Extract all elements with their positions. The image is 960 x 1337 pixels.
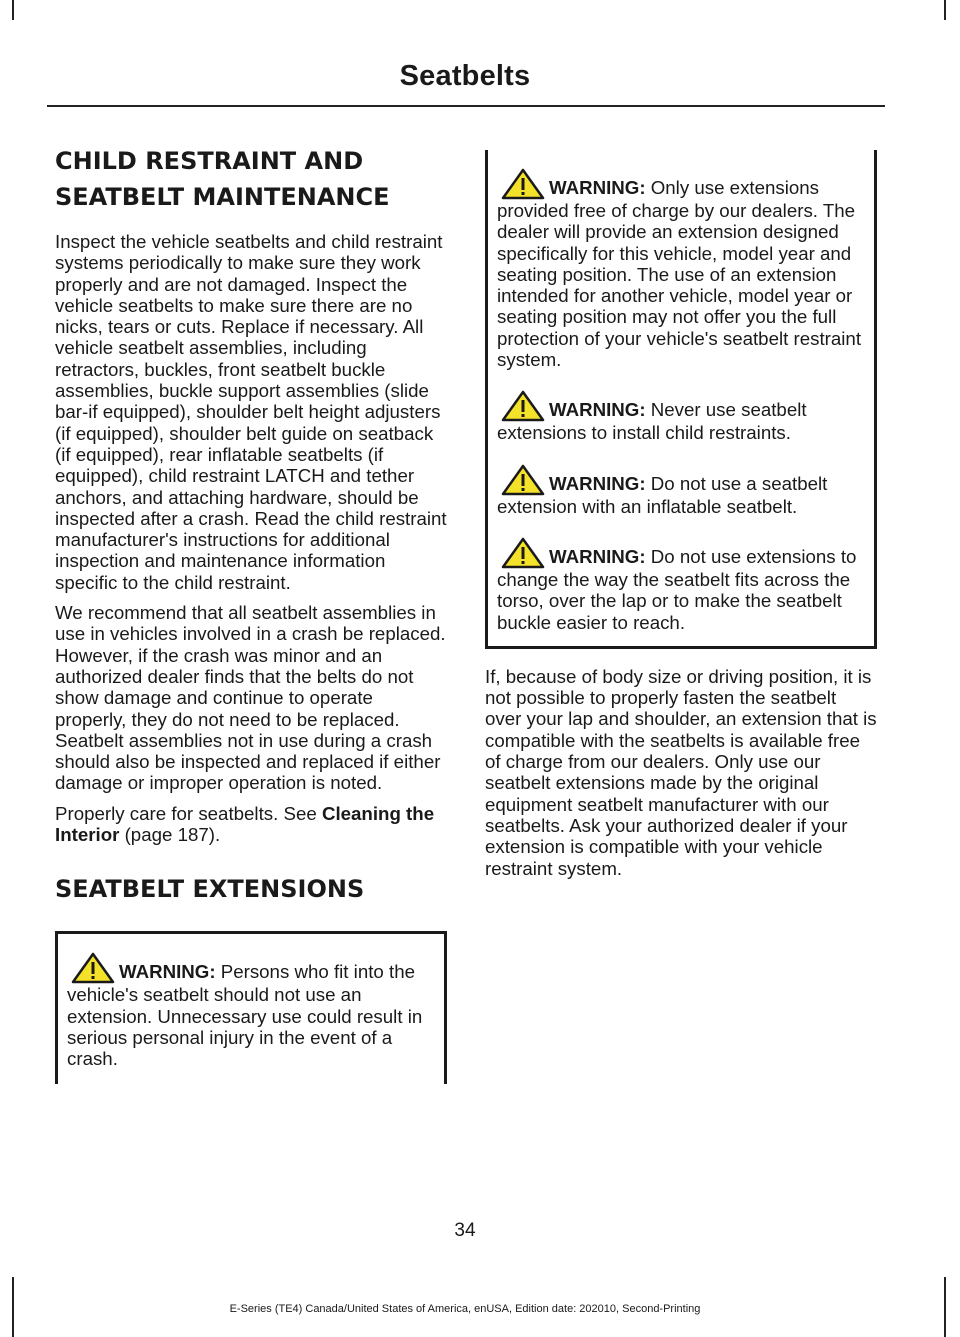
warning-label: WARNING: xyxy=(119,961,216,983)
crop-mark xyxy=(12,0,14,20)
crop-mark xyxy=(944,0,946,20)
warning-item xyxy=(497,464,865,517)
care-text: Properly care for seatbelts. See xyxy=(55,802,322,824)
warning-box-extension-rules xyxy=(485,150,877,649)
maintenance-paragraph-2: We recommend that all seatbelt assemblies in use in vehicles involved in a crash be replaced. However, if the crash was minor and an authorized dealer finds that the belts do not show damage and continue to operate properly, they do not need to be replaced. Seatbelt assemblies not in use during a crash should also be inspected and replaced if either damage or improper operation is noted. xyxy=(55,602,446,794)
warning-text: Only use extensions provided free of charge by our dealers. The dealer will provide an extension designed specifically for this vehicle, model year and seating position. The use of an extension intended for another vehicle, model year or seating position may not offer you the full protection of your vehicle's seatbelt restraint system. xyxy=(497,177,862,371)
warning-triangle-icon xyxy=(501,390,545,422)
right-column xyxy=(485,150,877,888)
warning-triangle-icon xyxy=(501,537,545,569)
warning-triangle-icon xyxy=(501,464,545,496)
page-number: 34 xyxy=(454,1220,476,1241)
page-footer: E-Series (TE4) Canada/United States of America, enUSA, Edition date: 202010, Second-Printing xyxy=(229,1303,701,1315)
left-column xyxy=(55,143,447,1084)
section-heading-extensions: SEATBELT EXTENSIONS xyxy=(55,875,365,904)
crop-mark xyxy=(944,1277,946,1337)
extension-info-paragraph: If, because of body size or driving position, it is not possible to properly fasten the seatbelt over your lap and shoulder, an extension that is compatible with the seatbelts is available free of charge from our dealers. Only use our seatbelt extensions made by the original equipment seatbelt manufacturer with our seatbelts. Ask your authorized dealer if your extension is compatible with your vehicle restraint system. xyxy=(485,665,877,879)
warning-label: WARNING: xyxy=(549,545,646,567)
warning-item xyxy=(497,390,865,443)
warning-text: Do not use a seatbelt extension with an inflatable seatbelt. xyxy=(497,472,828,517)
warning-triangle-icon xyxy=(501,168,545,200)
warning-text: Never use seatbelt extensions to install child restraints. xyxy=(497,399,807,444)
warning-label: WARNING: xyxy=(549,472,646,494)
warning-triangle-icon xyxy=(71,952,115,984)
page-header-title: Seatbelts xyxy=(399,60,531,92)
warning-text: Persons who fit into the vehicle's seatbelt should not use an extension. Unnecessary use could result in serious personal injury in the event of a crash. xyxy=(67,961,423,1070)
header-divider xyxy=(47,105,885,107)
warning-item xyxy=(67,952,435,1069)
cleaning-interior-link[interactable]: Cleaning the Interior xyxy=(55,802,435,846)
warning-label: WARNING: xyxy=(549,177,646,198)
warning-text: Do not use extensions to change the way the seatbelt fits across the torso, over the lap or to make the seatbelt buckle easier to reach. xyxy=(497,545,857,633)
warning-label: WARNING: xyxy=(549,399,646,421)
section-heading-maintenance: CHILD RESTRAINT AND SEATBELT MAINTENANCE xyxy=(55,147,390,211)
maintenance-paragraph-3 xyxy=(55,803,447,846)
warning-item xyxy=(497,168,865,370)
page-ref-text: (page 187). xyxy=(119,824,221,846)
warning-box-extensions xyxy=(55,931,447,1083)
warning-item xyxy=(497,537,865,633)
maintenance-paragraph-1: Inspect the vehicle seatbelts and child restraint systems periodically to make sure they work properly and are not damaged. Inspect the vehicle seatbelts to make sure there are no nicks, tears or cuts. Replace if necessary. All vehicle seatbelt assemblies, including retractors, buckles, front seatbelt buckle assemblies, buckle support assemblies (slide bar-if equipped), shoulder belt height adjusters (if equipped), shoulder belt guide on seatback (if equipped), rear inflatable seatbelts (if equipped), child restraint LATCH and tether anchors, and attaching hardware, should be inspected after a crash. Read the child restraint manufacturer's instructions for additional inspection and maintenance information specific to the child restraint. xyxy=(55,231,447,593)
